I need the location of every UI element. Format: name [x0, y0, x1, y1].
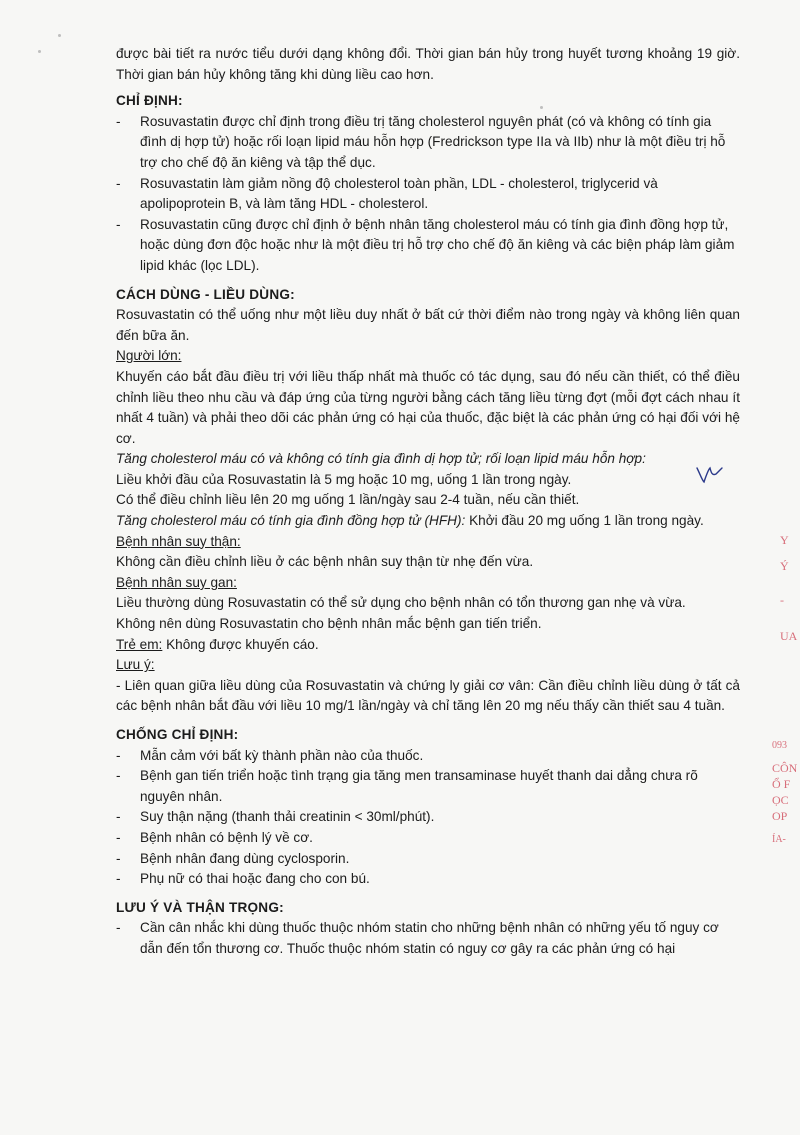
indications-heading: CHỈ ĐỊNH: — [116, 93, 183, 109]
adults-label: Người lớn: — [116, 348, 182, 364]
hyper-adjust-dose: Có thể điều chỉnh liều lên 20 mg uống 1 lần/ngày sau 2-4 tuần, nếu cần thiết. — [116, 492, 580, 508]
contraindication-item: - Bệnh nhân có bệnh lý về cơ. — [116, 829, 313, 845]
hepatic-label: Bệnh nhân suy gan: — [116, 574, 237, 590]
document-body — [116, 44, 740, 960]
hfh-text: Khởi đầu 20 mg uống 1 lần trong ngày. — [465, 513, 704, 529]
hepatic-text-2: Không nên dùng Rosuvastatin cho bệnh nhân mắc bệnh gan tiến triển. — [116, 616, 542, 632]
adults-text: Khuyến cáo bắt đầu điều trị với liều thấp nhất mà thuốc có tác dụng, sau đó nếu cần thiết, có thể điều chỉnh liều theo nhu cầu và đáp ứng của từng người bằng cách tăng liều từng đợt (mỗi đợt cách nhau ít nhất 4 tuần) và phải theo dõi các phản ứng có hại của thuốc, đặc biệt là các phản ứng có hại đối với hệ cơ. — [116, 368, 740, 446]
note-label: Lưu ý: — [116, 657, 155, 673]
red-stamp-fragment-middle: 093 CÔN Ổ F ỌC OP ÍA- — [772, 740, 798, 845]
intro-paragraph: được bài tiết ra nước tiểu dưới dạng không đổi. Thời gian bán hủy trong huyết tương khoảng 19 giờ. Thời gian bán hủy không tăng khi dùng liều cao hơn. — [116, 46, 740, 82]
children-label: Trẻ em: — [116, 636, 163, 652]
contraindication-item: - Phụ nữ có thai hoặc đang cho con bú. — [116, 871, 370, 887]
indication-item: - Rosuvastatin cũng được chỉ định ở bệnh nhân tăng cholesterol máu có tính gia đình đồng hợp tử, hoặc dùng đơn độc hoặc như là một điều trị hỗ trợ cho chế độ ăn kiêng và các biện pháp làm giảm lipid khác (lọc LDL). — [116, 216, 735, 273]
contraindication-item: - Suy thận nặng (thanh thải creatinin < 30ml/phút). — [116, 809, 435, 825]
dosage-intro: Rosuvastatin có thể uống như một liều duy nhất ở bất cứ thời điểm nào trong ngày và không liên quan đến bữa ăn. — [116, 307, 740, 343]
children-text: Không được khuyến cáo. — [162, 636, 319, 652]
precautions-heading: LƯU Ý VÀ THẬN TRỌNG: — [116, 899, 284, 915]
contraindication-item: - Bệnh gan tiến triển hoặc tình trạng gia tăng men transaminase huyết thanh dai dẳng chưa rõ nguyên nhân. — [116, 768, 698, 804]
hyper-start-dose: Liều khởi đầu của Rosuvastatin là 5 mg hoặc 10 mg, uống 1 lần trong ngày. — [116, 471, 572, 487]
renal-label: Bệnh nhân suy thận: — [116, 533, 241, 549]
handwritten-checkmark — [694, 462, 724, 486]
indication-item: - Rosuvastatin làm giảm nồng độ cholesterol toàn phần, LDL - cholesterol, triglycerid và apolipoprotein B, và làm tăng HDL - cholesterol. — [116, 175, 658, 212]
contraindication-item: - Bệnh nhân đang dùng cyclosporin. — [116, 850, 350, 866]
hyper-subheading: Tăng cholesterol máu có và không có tính gia đình dị hợp tử; rối loạn lipid máu hỗn hợp: — [116, 451, 646, 467]
hepatic-text-1: Liều thường dùng Rosuvastatin có thể sử dụng cho bệnh nhân có tổn thương gan nhẹ và vừa. — [116, 595, 686, 611]
note-text: - Liên quan giữa liều dùng của Rosuvastatin và chứng ly giải cơ vân: Cần điều chỉnh liều dùng ở tất cả các bệnh nhân bắt đầu với liều 10 mg/1 lần/ngày và chỉ tăng lên 20 mg nếu thấy cần thiết sau 4 tuần. — [116, 677, 740, 714]
scan-speck — [58, 34, 61, 37]
precaution-item: - Cần cân nhắc khi dùng thuốc thuộc nhóm statin cho những bệnh nhân có những yếu tố nguy cơ dẫn đến tổn thương cơ. Thuốc thuộc nhóm statin có nguy cơ gây ra các phản ứng có hại — [116, 920, 719, 956]
contraindication-item: - Mẫn cảm với bất kỳ thành phần nào của thuốc. — [116, 747, 424, 763]
indication-item: - Rosuvastatin được chỉ định trong điều trị tăng cholesterol nguyên phát (có và không có tính gia đình dị hợp tử) hoặc rối loạn lipid máu hỗn hợp (Fredrickson type IIa và IIb) như là một điều trị hỗ trợ cho chế độ ăn kiêng và tập thể dục. — [116, 113, 726, 170]
contraindications-heading: CHỐNG CHỈ ĐỊNH: — [116, 727, 239, 742]
hfh-subheading: Tăng cholesterol máu có tính gia đình đồng hợp tử (HFH): — [116, 513, 466, 529]
dosage-heading: CÁCH DÙNG - LIỀU DÙNG: — [116, 286, 295, 302]
renal-text: Không cần điều chỉnh liều ở các bệnh nhân suy thận từ nhẹ đến vừa. — [116, 554, 534, 570]
scan-speck — [38, 50, 41, 53]
red-stamp-fragment-top: Y Ý - UA — [780, 533, 798, 643]
